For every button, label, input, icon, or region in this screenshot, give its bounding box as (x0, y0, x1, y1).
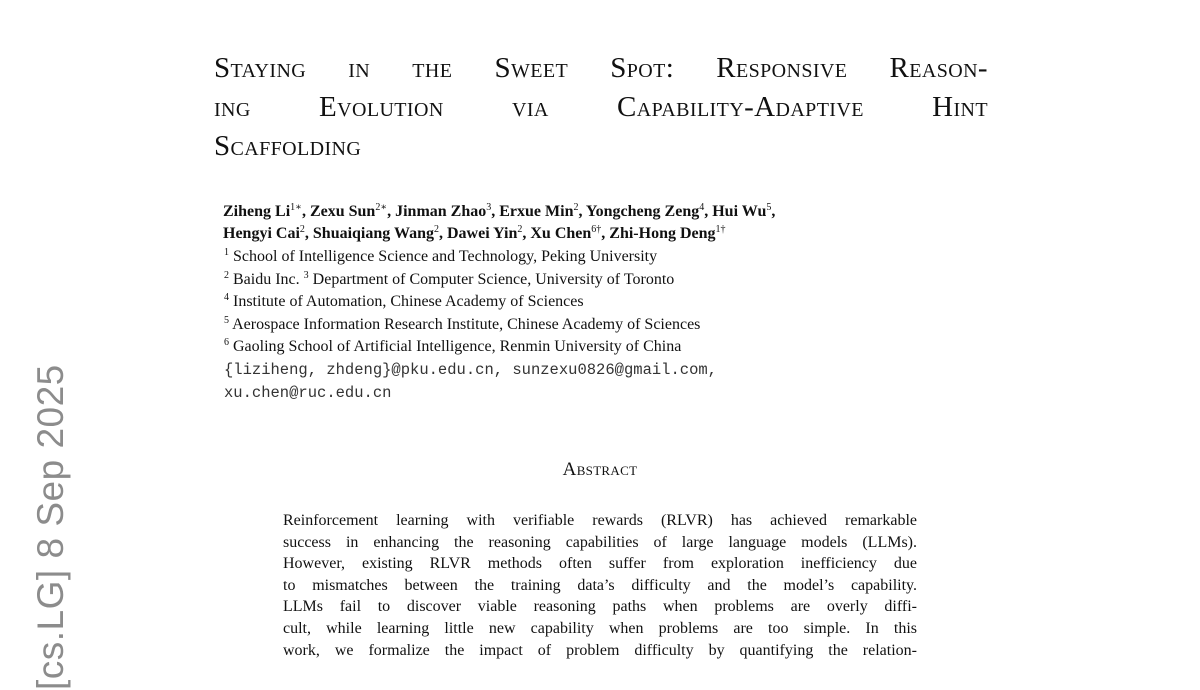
abstract-line: success in enhancing the reasoning capabilities of large language models (LLMs). (283, 533, 917, 551)
affiliation-text: Baidu Inc. (233, 270, 300, 288)
author-mark: 1† (715, 224, 726, 235)
affiliation-item (224, 314, 717, 337)
author-mark: 2 (573, 202, 579, 213)
author-mark: 2∗ (375, 202, 388, 213)
affiliation-text: Gaoling School of Artificial Intelligence, Renmin University of China (233, 338, 682, 356)
author-mark: 4 (699, 202, 705, 213)
email-line[interactable]: {liziheng, zhdeng}@pku.edu.cn, sunzexu0826@gmail.com, (224, 360, 717, 379)
author-name: Hui Wu (712, 203, 767, 220)
author-mark: 3 (486, 202, 492, 213)
abstract-body (283, 510, 917, 661)
affiliation-mark: 2 (224, 269, 229, 281)
affiliation-item (224, 336, 717, 359)
author-mark: 2 (517, 224, 523, 235)
affiliation-item (224, 246, 717, 269)
arxiv-stamp: [cs.LG] 8 Sep 2025 (30, 364, 71, 690)
affiliation-mark: 4 (224, 292, 229, 304)
affiliation-item (224, 291, 717, 314)
author-mark: 6† (591, 224, 602, 235)
title-line-2: ing Evolution via Capability-Adaptive Hint (214, 91, 988, 123)
abstract-line: Reinforcement learning with verifiable rewards (RLVR) has achieved remarkable (283, 512, 917, 529)
title-line-1: Staying in the Sweet Spot: Responsive Reason- (214, 52, 988, 84)
abstract-line: to mismatches between the training data’s difficulty and the model’s capability. (283, 576, 917, 594)
author-name: Zexu Sun (309, 203, 376, 220)
affiliation-text: Aerospace Information Research Institute, Chinese Academy of Sciences (232, 315, 701, 333)
abstract-line: LLMs fail to discover viable reasoning paths when problems are overly diffi- (283, 598, 917, 616)
paper-title (214, 49, 988, 166)
abstract-line: cult, while learning little new capability when problems are too simple. In this (283, 619, 917, 637)
affiliation-text: School of Intelligence Science and Technology, Peking University (233, 248, 658, 265)
author-name: Shuaiqiang Wang (312, 225, 434, 242)
author-row-2: Hengyi Cai$^2$, Shuaiqiang Wang$^2$, Dawei Yin$^2$, Xu Chen$^{6\dagger}$, Zhi-Hong Deng$^{1\dagger}$ (223, 224, 726, 242)
author-list (223, 201, 775, 245)
title-line-3: Scaffolding (214, 130, 362, 162)
affiliation-mark: 3 (303, 269, 309, 281)
author-name: Jinman Zhao (395, 203, 487, 220)
author-name: Ziheng Li (223, 203, 291, 220)
abstract-line: work, we formalize the impact of problem difficulty by quantifying the relation- (283, 641, 917, 659)
abstract-heading: Abstract (562, 459, 638, 480)
author-name: Dawei Yin (447, 225, 518, 242)
author-name: Xu Chen (530, 225, 592, 242)
affiliation-mark: 1 (224, 247, 229, 258)
affiliation-item (224, 269, 717, 292)
affiliation-mark: 6 (224, 337, 229, 349)
affiliation-text: Institute of Automation, Chinese Academy of Sciences (233, 293, 584, 311)
author-name: Hengyi Cai (223, 225, 300, 242)
email-line[interactable]: xu.chen@ruc.edu.cn (224, 383, 392, 402)
author-name: Zhi-Hong Deng (609, 225, 716, 242)
author-row-1: Ziheng $Li^{1∗}$, Zexu Sun$^{2∗}$, Jinman Zhao$^3$, Erxue Min$^2$, Yongcheng Zeng$^4$, Hui Wu$^5$, (223, 202, 776, 220)
author-mark: 2 (434, 224, 439, 235)
author-mark: 5 (766, 202, 772, 213)
author-name: Erxue Min (499, 203, 574, 220)
author-mark: 2 (299, 224, 305, 235)
abstract-line: However, existing RLVR methods often suffer from exploration inefficiency due (283, 555, 917, 573)
affiliation-list (224, 246, 717, 404)
affiliation-mark: 5 (224, 314, 229, 326)
author-name: Yongcheng Zeng (585, 203, 700, 220)
author-mark: 1∗ (290, 202, 302, 213)
affiliation-text: Department of Computer Science, University of Toronto (312, 270, 675, 288)
